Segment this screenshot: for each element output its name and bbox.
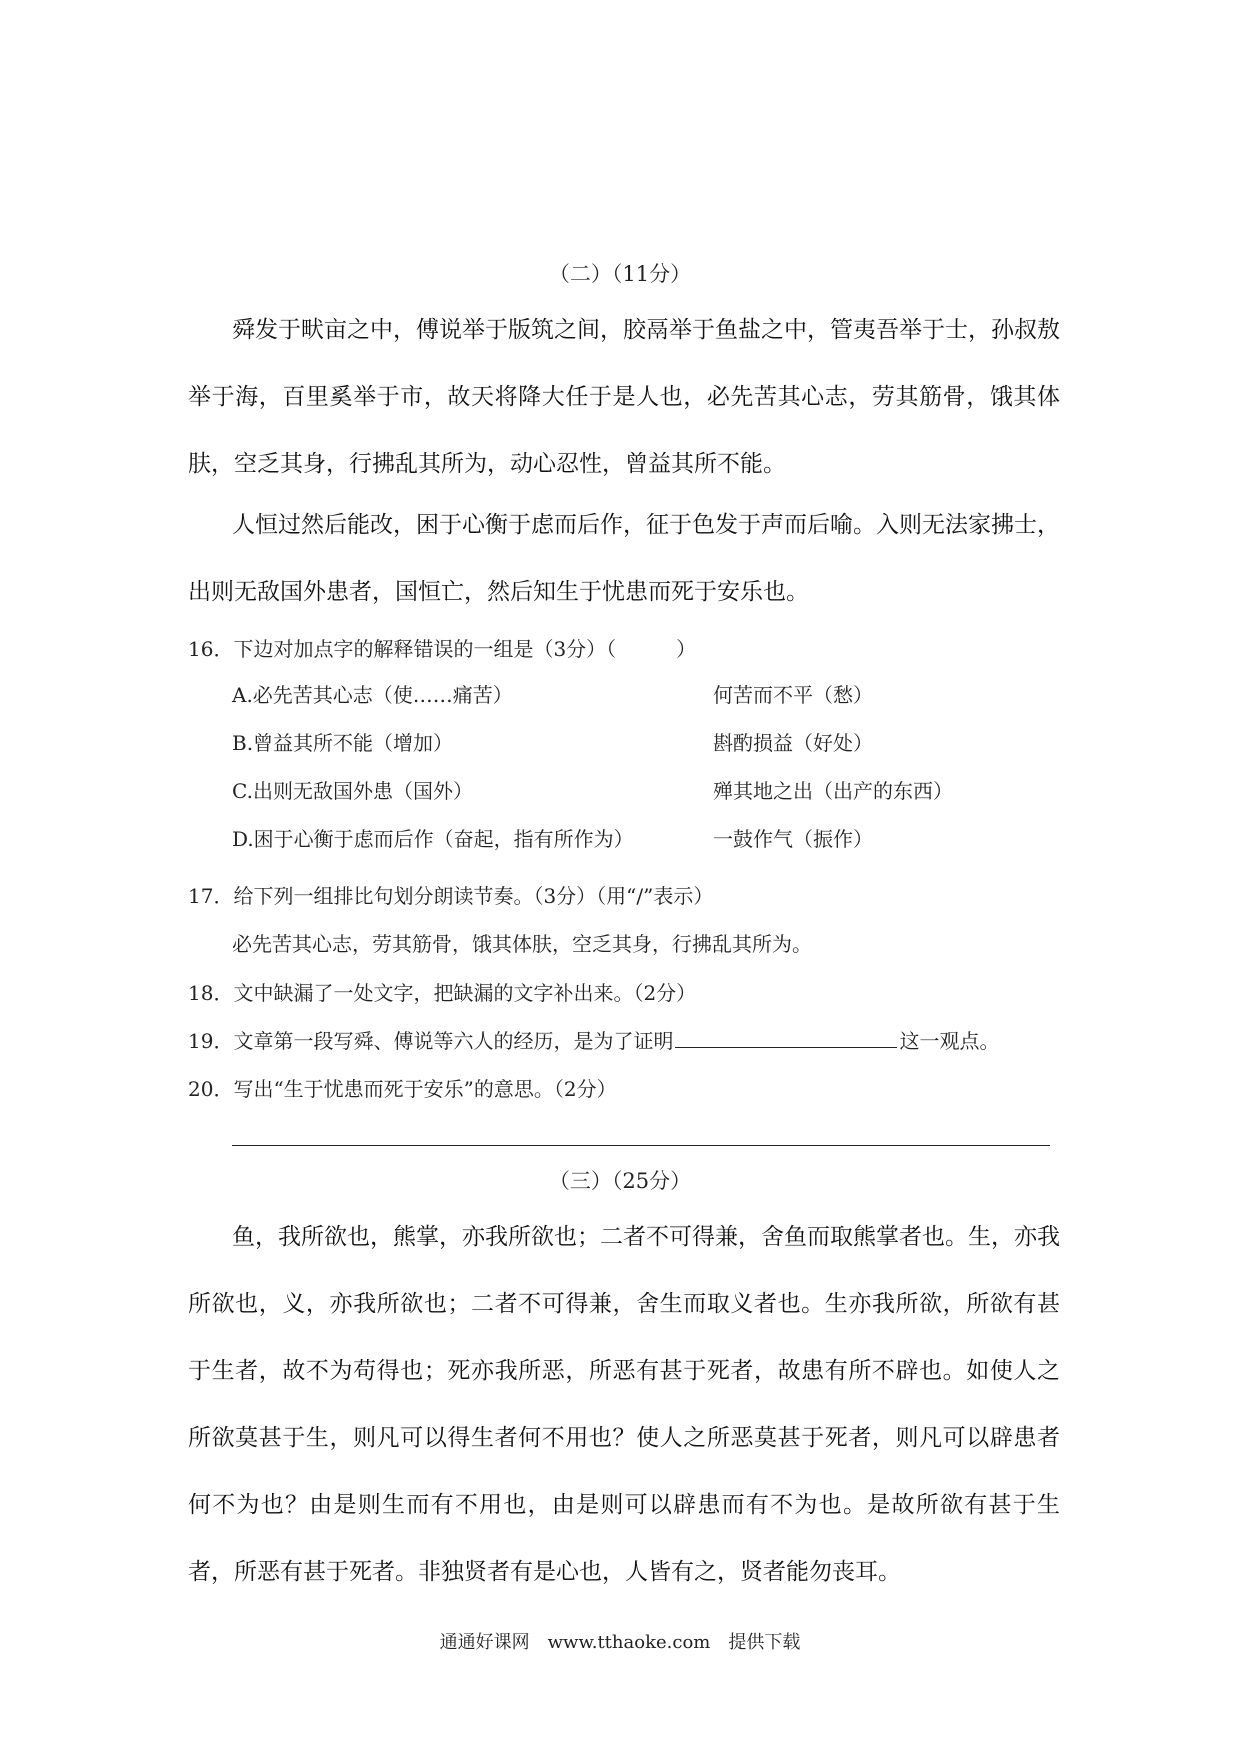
q16-option-b-left: B.曾益其所不能（增加） [232,731,454,755]
section-3-passage [188,1204,1060,1606]
question-17-stem: 17．给下列一组排比句划分朗读节奏。（3分）（用“/”表示） [188,884,714,908]
section-2-para-2-text: 人恒过然后能改，困于心衡于虑而后作，征于色发于声而后喻。入则无法家拂士，出则无敌国外患者，国恒亡，然后知生于忧患而死于安乐也。 [188,512,1060,605]
q16-option-d-left: D.困于心衡于虑而后作（奋起，指有所作为） [232,827,634,851]
question-19 [188,1025,999,1054]
question-19-after: 这一观点。 [899,1029,1000,1053]
q16-option-d-right: 一鼓作气（振作） [713,827,873,851]
question-18: 18．文中缺漏了一处文字，把缺漏的文字补出来。（2分） [188,981,697,1005]
page-footer: 通通好课网 www.tthaoke.com 提供下载 [439,1632,801,1653]
question-19-answer-blank[interactable] [675,1029,897,1048]
section-2-passage-paragraph-1 [188,297,1060,498]
q16-option-a-right: 何苦而不平（愁） [713,683,873,707]
question-17-sentence: 必先苦其心志，劳其筋骨，饿其体肤，空乏其身，行拂乱其所为。 [232,932,812,956]
question-20: 20．写出“生于忧患而死于安乐”的意思。（2分） [188,1077,617,1101]
section-2-passage-paragraph-2 [188,492,1060,626]
question-19-before: 19．文章第一段写舜、傅说等六人的经历，是为了证明 [188,1029,674,1053]
section-2-title: （二）（11分） [548,262,692,286]
question-20-answer-line[interactable] [232,1145,1050,1146]
q16-option-b-right: 斟酌损益（好处） [713,731,873,755]
q16-option-c-left: C.出则无敌国外患（国外） [232,779,473,803]
q16-option-c-right: 殚其地之出（出产的东西） [713,779,953,803]
section-3-title: （三）（25分） [548,1169,692,1193]
q16-option-a-left: A.必先苦其心志（使……痛苦） [232,683,513,707]
section-2-para-1-text: 舜发于畎亩之中，傅说举于版筑之间，胶鬲举于鱼盐之中，管夷吾举于士，孙叔敖举于海，百里奚举于市，故天将降大任于是人也，必先苦其心志，劳其筋骨，饿其体肤，空乏其身，行拂乱其所为，动心忍性，曾益其所不能。 [188,317,1060,477]
section-3-para-1-text: 鱼，我所欲也，熊掌，亦我所欲也；二者不可得兼，舍鱼而取熊掌者也。生，亦我所欲也，义，亦我所欲也；二者不可得兼，舍生而取义者也。生亦我所欲，所欲有甚于生者，故不为苟得也；死亦我所恶，所恶有甚于死者，故患有所不辟也。如使人之所欲莫甚于生，则凡可以得生者何不用也？使人之所恶莫甚于死者，则凡可以辟患者何不为也？由是则生而有不用也，由是则可以辟患而有不为也。是故所欲有甚于生者，所恶有甚于死者。非独贤者有是心也，人皆有之，贤者能勿丧耳。 [188,1224,1060,1585]
question-16-stem: 16．下边对加点字的解释错误的一组是（3分）（ ） [188,637,697,661]
